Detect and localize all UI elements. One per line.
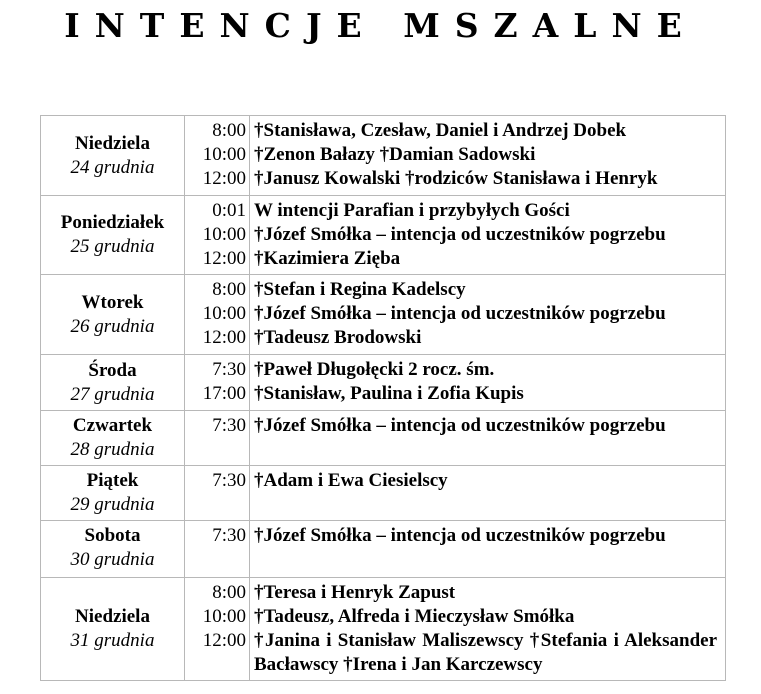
intentions-cell — [250, 521, 726, 578]
mass-time: 10:00 — [202, 606, 246, 627]
day-name: Wtorek — [81, 291, 144, 313]
mass-intention: †Józef Smółka – intencja od uczestników pogrzebu — [254, 525, 666, 546]
day-cell — [41, 116, 185, 196]
table-row — [41, 116, 726, 196]
mass-time: 7:30 — [212, 525, 246, 546]
day-date: 25 grudnia — [70, 236, 155, 257]
mass-time: 8:00 — [212, 120, 246, 141]
table-row — [41, 355, 726, 411]
mass-intention: †Teresa i Henryk Zapust — [254, 582, 456, 603]
mass-time: 7:30 — [212, 470, 246, 491]
day-name: Poniedziałek — [60, 212, 165, 233]
mass-intention: †Adam i Ewa Ciesielscy — [254, 470, 448, 491]
times-cell — [185, 116, 250, 196]
mass-intention: †Stefan i Regina Kadelscy — [254, 279, 466, 300]
day-name: Środa — [88, 359, 137, 381]
mass-intention: †Józef Smółka – intencja od uczestników pogrzebu — [254, 415, 666, 436]
day-name: Niedziela — [75, 132, 150, 154]
mass-intentions-table — [40, 115, 726, 681]
day-name: Czwartek — [72, 415, 153, 436]
day-name: Sobota — [84, 525, 141, 546]
table-row — [41, 196, 726, 275]
mass-intention: †Józef Smółka – intencja od uczestników pogrzebu — [254, 303, 666, 324]
intentions-cell — [250, 355, 726, 411]
day-cell — [41, 275, 185, 355]
times-cell — [185, 275, 250, 355]
table-row — [41, 521, 726, 578]
mass-intention: †Janina i Stanisław Maliszewscy †Stefania i Aleksander Bacławscy †Irena i Jan Karczewscy — [254, 630, 717, 675]
mass-time: 10:00 — [202, 303, 246, 324]
mass-time: 12:00 — [202, 168, 246, 189]
day-name: Niedziela — [75, 606, 150, 627]
mass-intention: †Paweł Długołęcki 2 rocz. śm. — [254, 359, 495, 380]
mass-time: 10:00 — [202, 144, 246, 165]
mass-time: 0:01 — [212, 200, 246, 221]
times-cell — [185, 411, 250, 466]
intentions-cell — [250, 275, 726, 355]
mass-intention: †Tadeusz Brodowski — [254, 327, 422, 348]
day-cell — [41, 355, 185, 411]
day-date: 28 grudnia — [70, 439, 155, 460]
mass-intention: W intencji Parafian i przybyłych Gości — [254, 200, 570, 221]
mass-time: 12:00 — [202, 630, 246, 651]
mass-time: 8:00 — [212, 279, 246, 300]
intentions-cell — [250, 578, 726, 681]
day-cell — [41, 466, 185, 521]
mass-time: 12:00 — [202, 327, 246, 348]
mass-intention: †Józef Smółka – intencja od uczestników pogrzebu — [254, 224, 666, 245]
day-date: 30 grudnia — [70, 549, 155, 570]
mass-intention: †Stanisława, Czesław, Daniel i Andrzej Dobek — [254, 120, 627, 141]
mass-time: 17:00 — [202, 383, 246, 404]
table-row — [41, 466, 726, 521]
table-row — [41, 275, 726, 355]
day-date: 29 grudnia — [70, 494, 155, 515]
day-date: 27 grudnia — [70, 383, 155, 405]
mass-time: 10:00 — [202, 224, 246, 245]
day-name: Piątek — [86, 470, 139, 491]
times-cell — [185, 355, 250, 411]
times-cell — [185, 578, 250, 681]
table-row — [41, 411, 726, 466]
page-title: INTENCJE MSZALNE — [64, 6, 697, 45]
mass-intention: †Stanisław, Paulina i Zofia Kupis — [254, 383, 524, 404]
intentions-cell — [250, 116, 726, 196]
intentions-cell — [250, 411, 726, 466]
day-cell — [41, 578, 185, 681]
mass-time: 12:00 — [202, 248, 246, 269]
day-cell — [41, 196, 185, 275]
times-cell — [185, 466, 250, 521]
mass-intention: †Janusz Kowalski †rodziców Stanisława i Henryk — [254, 168, 658, 189]
times-cell — [185, 196, 250, 275]
day-cell — [41, 521, 185, 578]
mass-intention: †Zenon Bałazy †Damian Sadowski — [254, 144, 536, 165]
intentions-cell — [250, 196, 726, 275]
mass-time: 7:30 — [212, 359, 246, 380]
mass-time: 8:00 — [212, 582, 246, 603]
day-cell — [41, 411, 185, 466]
day-date: 31 grudnia — [70, 630, 155, 651]
day-date: 26 grudnia — [70, 315, 155, 337]
mass-time: 7:30 — [212, 415, 246, 436]
day-date: 24 grudnia — [70, 156, 155, 178]
times-cell — [185, 521, 250, 578]
mass-intention: †Kazimiera Zięba — [254, 248, 401, 269]
table-row — [41, 578, 726, 681]
mass-intention: †Tadeusz, Alfreda i Mieczysław Smółka — [254, 606, 575, 627]
intentions-cell — [250, 466, 726, 521]
